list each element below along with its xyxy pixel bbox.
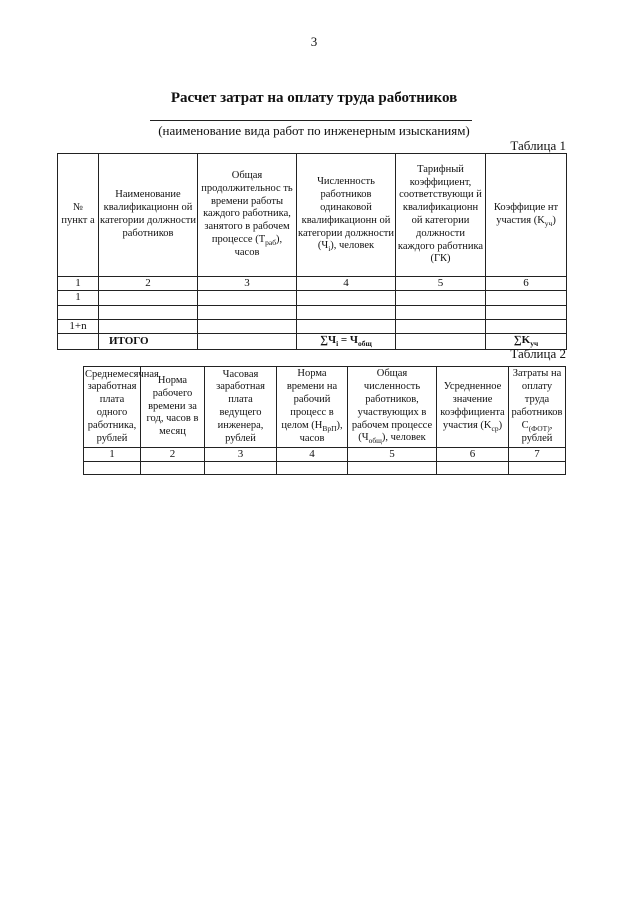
labor-cost-table-1 — [57, 153, 567, 350]
table-cell: 1+n — [58, 319, 99, 333]
table-cell — [141, 462, 205, 475]
table-cell — [297, 319, 396, 333]
table-cell — [205, 462, 277, 475]
table1-header-headcount: Численность работников одинаковой квалификационн ой категории должности $(Ч_i)$, человек — [297, 154, 396, 277]
table2-numbering-row — [84, 448, 566, 462]
table-row — [58, 305, 567, 319]
page-number: 3 — [310, 34, 318, 49]
table-cell — [396, 319, 486, 333]
table-cell — [58, 334, 99, 349]
table-cell: 5 — [348, 448, 437, 462]
table1-header-item-number: № пункт а — [58, 154, 99, 277]
table-cell — [198, 291, 297, 305]
table2-header-total-headcount: Общая численность работников, участвующих в рабочем процессе $(Ч_{общ})$, человек — [348, 367, 437, 448]
table1-header-work-time: Общая продолжительнос ть времени работы каждого работника, занятого в рабочем процессе $(T_{раб})$, часов — [198, 154, 297, 277]
table-cell — [58, 305, 99, 319]
table-cell — [99, 305, 198, 319]
table2-header-working-time-norm: Норма рабочего времени за год, часов в месяц — [141, 367, 205, 448]
table-cell: 6 — [486, 277, 567, 291]
table-cell — [99, 319, 198, 333]
table-cell — [396, 305, 486, 319]
table-cell — [396, 291, 486, 305]
table-cell — [486, 305, 567, 319]
table-cell: 1 — [58, 277, 99, 291]
table-cell — [277, 462, 348, 475]
table1-numbering-row — [58, 277, 567, 291]
table2-header-avg-coefficient: Усредненное значение коэффициента участия $(K_{ср})$ — [437, 367, 509, 448]
table-cell — [84, 462, 141, 475]
table-cell — [437, 462, 509, 475]
table1-header-tariff-coefficient: Тарифный коэффициент, соответствующи й квалификационн ой категории должности каждого работника (ГК) — [396, 154, 486, 277]
table2-header-payroll-cost: Затраты на оплату труда работников $C_{(ФОТ)}$, рублей — [509, 367, 566, 448]
participation-coefficient-sum: $\sum K_{уч}$ — [486, 334, 567, 349]
document-title: Расчет затрат на оплату труда работников — [170, 90, 458, 106]
table2-header-row — [84, 367, 566, 448]
table-cell: 4 — [277, 448, 348, 462]
total-label: ИТОГО — [99, 334, 198, 349]
table-cell — [348, 462, 437, 475]
table-row — [58, 319, 567, 333]
table-cell — [99, 291, 198, 305]
table-cell — [509, 462, 566, 475]
table-cell: 2 — [141, 448, 205, 462]
table-cell: 7 — [509, 448, 566, 462]
table-cell: 4 — [297, 277, 396, 291]
table2-header-hourly-wage: Часовая заработная плата ведущего инженера, рублей — [205, 367, 277, 448]
table-cell — [198, 305, 297, 319]
table-cell — [198, 319, 297, 333]
table-cell: 5 — [396, 277, 486, 291]
headcount-sum: $\sum Ч_i = Ч_{общ}$ — [297, 334, 396, 349]
table-cell: 1 — [58, 291, 99, 305]
table-cell: 3 — [198, 277, 297, 291]
table-cell — [486, 319, 567, 333]
table2-caption: Таблица 2 — [510, 346, 566, 361]
table-cell — [198, 334, 297, 349]
table1-caption: Таблица 1 — [510, 138, 566, 153]
document-subtitle: (наименование вида работ по инженерным изысканиям) — [158, 123, 470, 138]
table1-header-qualification: Наименование квалификационн ой категории должности работников — [99, 154, 198, 277]
table-cell: 2 — [99, 277, 198, 291]
table-cell: 1 — [84, 448, 141, 462]
title-underline — [150, 120, 472, 121]
table1-header-participation-coefficient: Коэффицие нт участия $(K_{уч})$ — [486, 154, 567, 277]
table-cell — [297, 291, 396, 305]
table-cell: 3 — [205, 448, 277, 462]
table2-header-avg-salary: Среднемесячная заработная плата одного работника, рублей — [84, 367, 141, 448]
table-row — [58, 291, 567, 305]
labor-cost-table-2 — [83, 366, 566, 475]
table-cell — [486, 291, 567, 305]
table2-header-time-norm: Норма времени на рабочий процесс в целом $(Н_{ВрП})$, часов — [277, 367, 348, 448]
table-row — [84, 462, 566, 475]
table-cell — [297, 305, 396, 319]
table-cell: 6 — [437, 448, 509, 462]
table1-header-row — [58, 154, 567, 277]
